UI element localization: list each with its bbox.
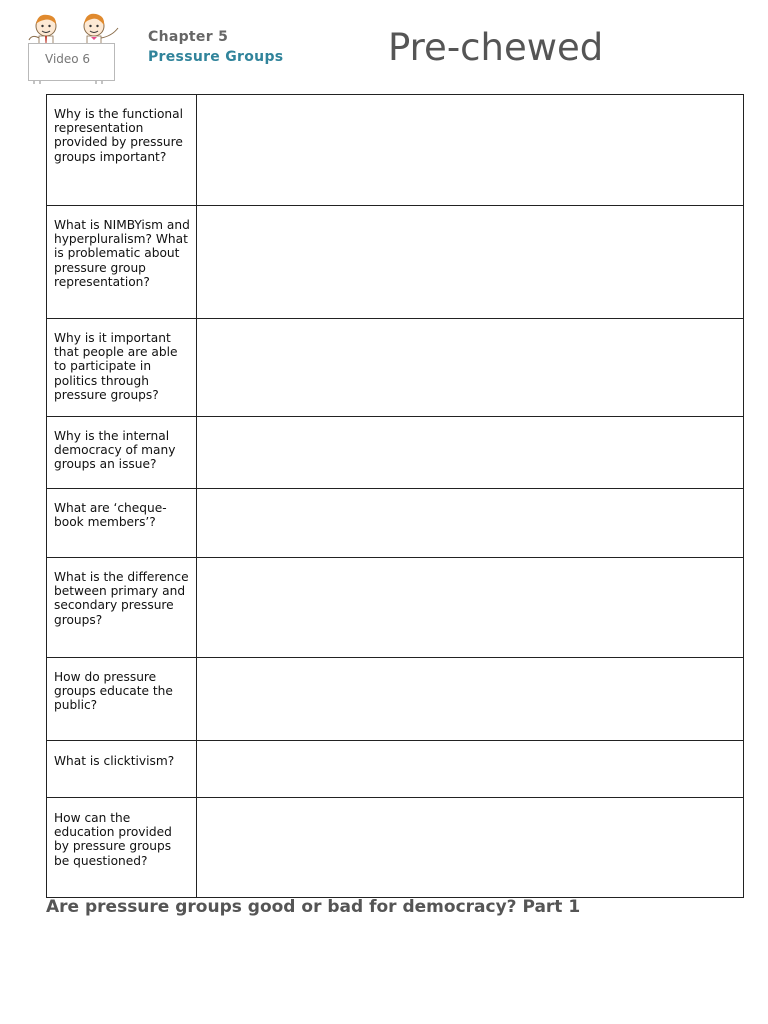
answer-field[interactable] [197, 741, 743, 775]
table-row [47, 417, 744, 489]
answer-cell[interactable] [197, 319, 744, 417]
chapter-heading: Chapter 5 [148, 29, 229, 45]
video-label: Video 6 [45, 52, 91, 66]
question-cell: What is NIMBYism and hyperpluralism? What is problematic about pressure group representation? [47, 206, 197, 319]
section-title: Are pressure groups good or bad for democracy? Part 1 [46, 897, 581, 917]
table-row [47, 319, 744, 417]
subject-heading: Pressure Groups [148, 49, 284, 65]
answer-cell[interactable] [197, 558, 744, 658]
table-row [47, 489, 744, 558]
table-row [47, 741, 744, 798]
question-cell: How can the education provided by pressure groups be questioned? [47, 798, 197, 898]
brand-title: Pre-chewed [388, 26, 604, 69]
answer-cell[interactable] [197, 417, 744, 489]
answer-field[interactable] [197, 206, 743, 240]
table-row [47, 798, 744, 898]
answer-field[interactable] [197, 417, 743, 451]
table-row [47, 206, 744, 319]
table-row [47, 95, 744, 206]
answer-cell[interactable] [197, 489, 744, 558]
answer-cell[interactable] [197, 658, 744, 741]
answer-field[interactable] [197, 658, 743, 692]
question-cell: What are ‘cheque-book members’? [47, 489, 197, 558]
question-cell: How do pressure groups educate the public? [47, 658, 197, 741]
answer-field[interactable] [197, 798, 743, 832]
question-cell: What is the difference between primary and secondary pressure groups? [47, 558, 197, 658]
question-cell: Why is the internal democracy of many groups an issue? [47, 417, 197, 489]
answer-cell[interactable] [197, 798, 744, 898]
answer-cell[interactable] [197, 95, 744, 206]
answer-field[interactable] [197, 489, 743, 523]
table-row [47, 558, 744, 658]
question-cell: What is clicktivism? [47, 741, 197, 798]
answer-field[interactable] [197, 319, 743, 353]
logo [26, 10, 126, 84]
table-row [47, 658, 744, 741]
question-cell: Why is the functional representation provided by pressure groups important? [47, 95, 197, 206]
answer-field[interactable] [197, 558, 743, 592]
question-cell: Why is it important that people are able to participate in politics through pressure groups? [47, 319, 197, 417]
answer-cell[interactable] [197, 206, 744, 319]
answer-field[interactable] [197, 95, 743, 129]
question-table [46, 94, 744, 898]
answer-cell[interactable] [197, 741, 744, 798]
